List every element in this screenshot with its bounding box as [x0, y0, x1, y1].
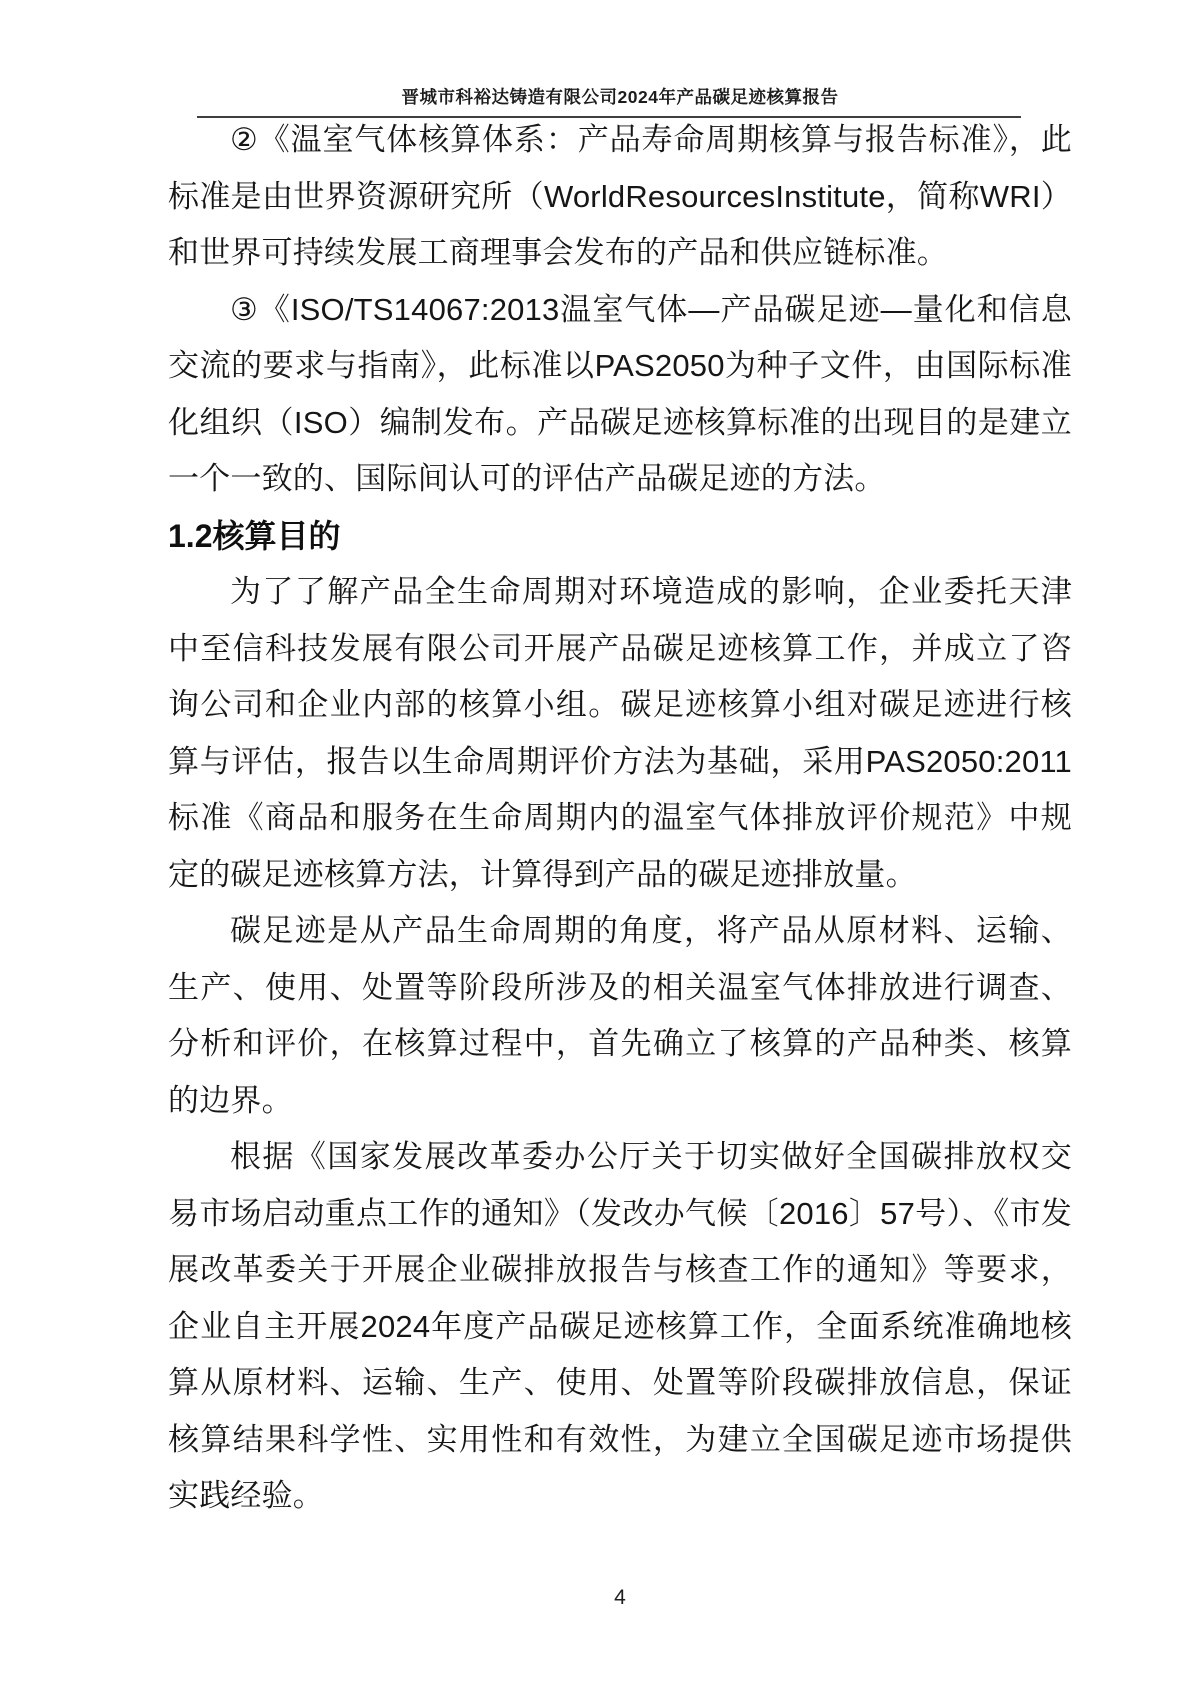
- report-title: 晋城市科裕达铸造有限公司2024年产品碳足迹核算报告: [401, 87, 839, 107]
- paragraph-standard-iso-ts14067: ③《ISO/TS14067:2013温室气体—产品碳足迹—量化和信息交流的要求与指南》，此标准以PAS2050为种子文件，由国际标准化组织（ISO）编制发布。产品碳足迹核算标准的出现目的是建立一个一致的、国际间认可的评估产品碳足迹的方法。: [168, 291, 1072, 496]
- paragraph-standard-ghg-protocol: ②《温室气体核算体系：产品寿命周期核算与报告标准》，此标准是由世界资源研究所（WorldResourcesInstitute，简称WRI）和世界可持续发展工商理事会发布的产品和供应链标准。: [168, 122, 1072, 270]
- paragraph-carbon-footprint-definition: 碳足迹是从产品生命周期的角度，将产品从原材料、运输、生产、使用、处置等阶段所涉及的相关温室气体排放进行调查、分析和评价，在核算过程中，首先确立了核算的产品种类、核算的边界。: [168, 913, 1072, 1118]
- page-header: [168, 84, 1072, 109]
- section-heading-accounting-purpose: 1.2核算目的: [168, 517, 341, 554]
- page-footer: [168, 1586, 1072, 1610]
- page-number: 4: [614, 1586, 626, 1609]
- paragraph-policy-basis: 根据《国家发展改革委办公厅关于切实做好全国碳排放权交易市场启动重点工作的通知》（发改办气候〔2016〕57号）、《市发展改革委关于开展企业碳排放报告与核查工作的通知》等要求，企业自主开展2024年度产品碳足迹核算工作，全面系统准确地核算从原材料、运输、生产、使用、处置等阶段碳排放信息，保证核算结果科学性、实用性和有效性，为建立全国碳足迹市场提供实践经验。: [168, 1139, 1072, 1513]
- document-body: [168, 112, 1072, 1525]
- paragraph-purpose-intro: 为了了解产品全生命周期对环境造成的影响，企业委托天津中至信科技发展有限公司开展产品碳足迹核算工作，并成立了咨询公司和企业内部的核算小组。碳足迹核算小组对碳足迹进行核算与评估，报告以生命周期评价方法为基础，采用PAS2050:2011标准《商品和服务在生命周期内的温室气体排放评价规范》中规定的碳足迹核算方法，计算得到产品的碳足迹排放量。: [168, 574, 1072, 892]
